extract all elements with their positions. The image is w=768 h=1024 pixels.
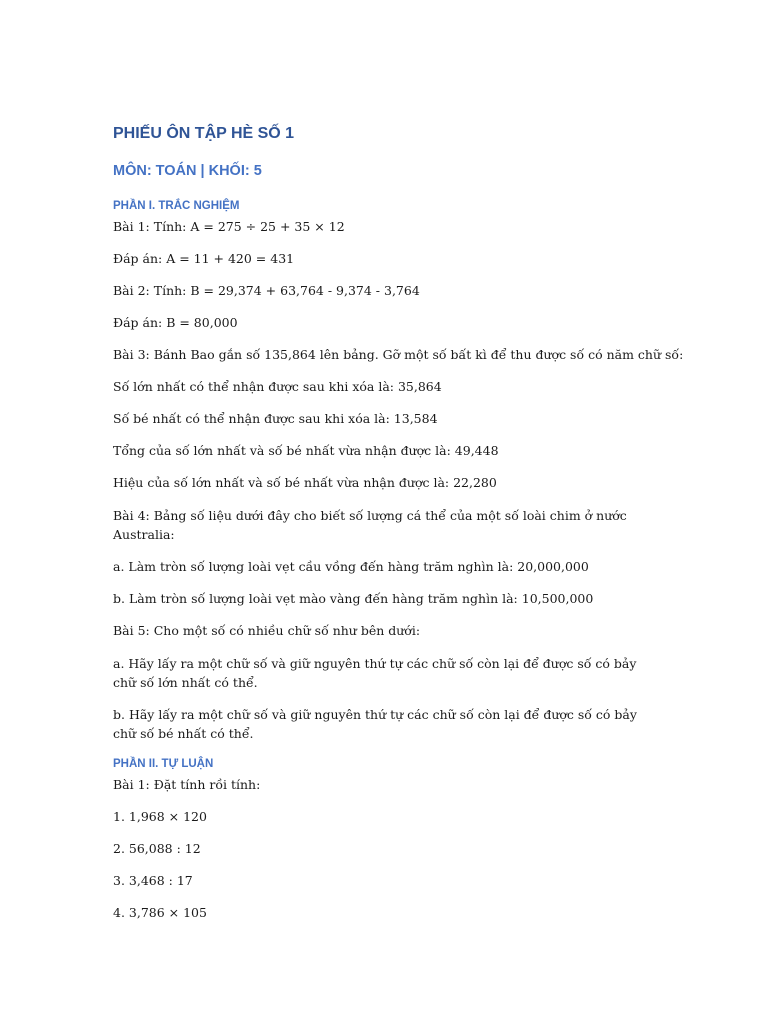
- paragraph: a. Làm tròn số lượng loài vẹt cầu vồng đến hàng trăm nghìn là: 20,000,000: [113, 559, 589, 574]
- paragraph: Bài 1: Tính: A = 275 ÷ 25 + 35 × 12: [113, 219, 345, 234]
- section-heading-part1: PHẦN I. TRẮC NGHIỆM: [113, 200, 240, 212]
- paragraph: Bài 5: Cho một số có nhiều chữ số như bên dưới:: [113, 623, 421, 638]
- paragraph: Tổng của số lớn nhất và số bé nhất vừa nhận được là: 49,448: [113, 443, 499, 458]
- list-item: 1. 1,968 × 120: [113, 809, 207, 824]
- paragraph: Đáp án: A = 11 + 420 = 431: [113, 251, 295, 266]
- paragraph: Số lớn nhất có thể nhận được sau khi xóa là: 35,864: [113, 379, 442, 394]
- paragraph: Số bé nhất có thể nhận được sau khi xóa là: 13,584: [113, 411, 438, 426]
- paragraph: a. Hãy lấy ra một chữ số và giữ nguyên thứ tự các chữ số còn lại để được số có bảy chữ số lớn nhất có thể.: [113, 656, 637, 690]
- paragraph: b. Làm tròn số lượng loài vẹt mào vàng đến hàng trăm nghìn là: 10,500,000: [113, 591, 594, 606]
- list-item: 3. 3,468 : 17: [113, 873, 193, 888]
- paragraph: Bài 1: Đặt tính rồi tính:: [113, 777, 261, 792]
- paragraph: Bài 2: Tính: B = 29,374 + 63,764 - 9,374 - 3,764: [113, 283, 420, 298]
- list-item: 2. 56,088 : 12: [113, 841, 201, 856]
- paragraph: Hiệu của số lớn nhất và số bé nhất vừa nhận được là: 22,280: [113, 475, 497, 490]
- document-title: PHIẾU ÔN TẬP HÈ SỐ 1: [113, 125, 295, 142]
- paragraph: Đáp án: B = 80,000: [113, 315, 238, 330]
- list-item: 4. 3,786 × 105: [113, 905, 207, 920]
- section-heading-part2: PHẦN II. TỰ LUẬN: [113, 758, 214, 770]
- paragraph: b. Hãy lấy ra một chữ số và giữ nguyên thứ tự các chữ số còn lại để được số có bảy chữ số bé nhất có thể.: [113, 707, 637, 741]
- paragraph: Bài 3: Bánh Bao gắn số 135,864 lên bảng. Gỡ một số bất kì để thu được số có năm chữ số:: [113, 347, 684, 362]
- document-subtitle: MÔN: TOÁN | KHỐI: 5: [113, 163, 262, 179]
- paragraph: Bài 4: Bảng số liệu dưới đây cho biết số lượng cá thể của một số loài chim ở nước Australia:: [113, 508, 627, 542]
